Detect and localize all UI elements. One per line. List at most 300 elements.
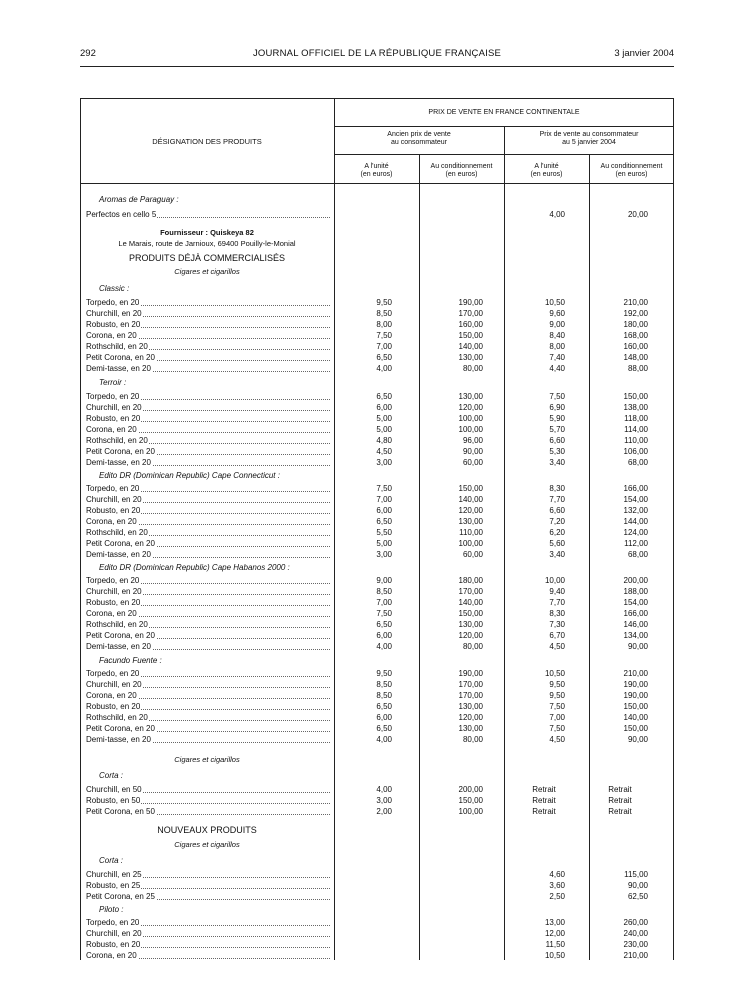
new-pack-header: Au conditionnement (en euros) — [600, 163, 663, 178]
product-name: Petit Corona, en 20 — [86, 724, 155, 733]
product-name: Churchill, en 20 — [86, 680, 142, 689]
new-pack-price: 190,00 — [623, 680, 648, 689]
old-unit-price: 6,00 — [376, 506, 392, 515]
old-pack-price: 170,00 — [458, 691, 483, 700]
table-row — [0, 702, 748, 712]
table-row — [0, 309, 748, 319]
old-pack-price: 190,00 — [458, 669, 483, 678]
old-unit-price: 5,00 — [376, 414, 392, 423]
new-pack-price: Retrait — [608, 785, 632, 794]
product-name: Torpedo, en 20 — [86, 392, 140, 401]
product-name-cell — [86, 425, 330, 435]
table-row — [0, 598, 748, 608]
table-row — [0, 403, 748, 413]
new-pack-price: 134,00 — [623, 631, 648, 640]
old-pack-price: 170,00 — [458, 587, 483, 596]
product-name-cell — [86, 735, 330, 745]
new-pack-price: 190,00 — [623, 691, 648, 700]
new-pack-price: 138,00 — [623, 403, 648, 412]
product-name-cell — [86, 403, 330, 413]
product-name: Robusto, en 20 — [86, 414, 141, 423]
new-pack-price: 210,00 — [623, 298, 648, 307]
new-unit-price: 9,50 — [549, 691, 565, 700]
old-pack-price: 140,00 — [458, 495, 483, 504]
old-pack-price: 80,00 — [462, 735, 483, 744]
new-pack-price: 160,00 — [623, 342, 648, 351]
table-row — [0, 484, 748, 494]
product-name: Robusto, en 20 — [86, 506, 141, 515]
product-name-cell — [86, 495, 330, 505]
product-name: Corona, en 20 — [86, 331, 137, 340]
journal-title: JOURNAL OFFICIEL DE LA RÉPUBLIQUE FRANÇAISE — [252, 48, 502, 59]
old-pack-price: 140,00 — [458, 342, 483, 351]
old-pack-price: 150,00 — [458, 609, 483, 618]
product-name-cell — [86, 796, 330, 806]
new-pack-price: 168,00 — [623, 331, 648, 340]
table-row — [0, 550, 748, 560]
product-name: Robusto, en 20 — [86, 598, 141, 607]
section-heading: NOUVEAUX PRODUITS — [157, 825, 257, 835]
brand-subheading: Corta : — [99, 771, 124, 780]
new-unit-price: 6,20 — [549, 528, 565, 537]
product-name: Petit Corona, en 20 — [86, 447, 155, 456]
new-pack-price: 200,00 — [623, 576, 648, 585]
table-row — [0, 870, 748, 880]
new-unit-price: 10,50 — [544, 951, 565, 960]
section-heading: PRODUITS DÉJÀ COMMERCIALISÉS — [128, 253, 286, 263]
product-name-cell — [86, 631, 330, 641]
table-row — [0, 342, 748, 352]
new-pack-price: 115,00 — [624, 870, 648, 879]
new-pack-price: 150,00 — [623, 724, 648, 733]
table-row — [0, 691, 748, 701]
new-unit-price: 5,70 — [549, 425, 565, 434]
old-pack-price: 180,00 — [458, 576, 483, 585]
new-pack-price: 106,00 — [623, 447, 648, 456]
table-row — [0, 669, 748, 679]
new-unit-price: 7,00 — [549, 713, 565, 722]
new-unit-price: 5,60 — [549, 539, 565, 548]
new-unit-price: 4,50 — [549, 642, 565, 651]
old-unit-price: 6,50 — [376, 392, 392, 401]
product-name: Demi-tasse, en 20 — [86, 550, 151, 559]
new-unit-price: 4,00 — [549, 210, 565, 219]
old-unit-price: 6,50 — [376, 724, 392, 733]
table-row — [0, 796, 748, 806]
old-pack-price: 60,00 — [462, 458, 483, 467]
new-unit-price: 3,60 — [549, 881, 565, 890]
new-unit-price: 4,50 — [549, 735, 565, 744]
product-name-cell — [86, 918, 330, 928]
designation-header: DÉSIGNATION DES PRODUITS — [152, 137, 262, 146]
new-unit-price: 7,20 — [549, 517, 565, 526]
new-unit-price: 12,00 — [544, 929, 565, 938]
product-name: Robusto, en 50 — [86, 796, 141, 805]
old-pack-price: 130,00 — [458, 724, 483, 733]
old-pack-price: 130,00 — [458, 702, 483, 711]
table-row — [0, 364, 748, 374]
new-unit-price: Retrait — [532, 796, 556, 805]
new-unit-price: 7,70 — [549, 598, 565, 607]
table-row — [0, 495, 748, 505]
product-name: Corona, en 20 — [86, 425, 137, 434]
old-unit-price: 7,00 — [376, 495, 392, 504]
new-pack-price: 90,00 — [627, 642, 648, 651]
product-name: Petit Corona, en 50 — [86, 807, 155, 816]
new-pack-price: 148,00 — [623, 353, 648, 362]
old-pack-price: 130,00 — [458, 517, 483, 526]
new-unit-price: 9,50 — [549, 680, 565, 689]
new-pack-price: 154,00 — [623, 495, 648, 504]
product-name-cell — [86, 539, 330, 549]
product-name-cell — [86, 447, 330, 457]
brand-subheading: Aromas de Paraguay : — [99, 195, 179, 204]
brand-subheading: Edito DR (Dominican Republic) Cape Habanos 2000 : — [99, 563, 290, 572]
old-pack-price: 160,00 — [458, 320, 483, 329]
product-name-cell — [86, 598, 330, 608]
product-name-cell — [86, 210, 330, 220]
product-name: Petit Corona, en 25 — [86, 892, 155, 901]
product-name: Torpedo, en 20 — [86, 484, 140, 493]
new-pack-price: 90,00 — [627, 881, 648, 890]
product-name-cell — [86, 484, 330, 494]
old-pack-price: 60,00 — [462, 550, 483, 559]
product-name-cell — [86, 342, 330, 352]
new-unit-price: 7,50 — [549, 702, 565, 711]
product-name-cell — [86, 576, 330, 586]
new-unit-price: Retrait — [532, 807, 556, 816]
table-row — [0, 320, 748, 330]
new-unit-price: 2,50 — [549, 892, 565, 901]
old-unit-header: A l'unité (en euros) — [360, 163, 393, 178]
old-pack-price: 100,00 — [458, 539, 483, 548]
old-unit-price: 7,50 — [376, 484, 392, 493]
new-unit-price: 7,50 — [549, 392, 565, 401]
product-name-cell — [86, 870, 330, 880]
product-name: Robusto, en 20 — [86, 940, 141, 949]
section-heading: Le Marais, route de Jarnioux, 69400 Pouilly-le-Monial — [118, 239, 296, 248]
product-name-cell — [86, 528, 330, 538]
new-pack-price: 68,00 — [627, 550, 648, 559]
old-pack-price: 110,00 — [459, 528, 483, 537]
header-rule — [80, 66, 674, 67]
new-unit-price: 11,50 — [545, 940, 565, 949]
product-name-cell — [86, 785, 330, 795]
product-name: Torpedo, en 20 — [86, 298, 140, 307]
product-name: Churchill, en 20 — [86, 929, 142, 938]
old-pack-price: 96,00 — [462, 436, 483, 445]
new-pack-price: 180,00 — [623, 320, 648, 329]
table-row — [0, 918, 748, 928]
new-pack-price: 166,00 — [623, 609, 648, 618]
product-name: Rothschild, en 20 — [86, 713, 148, 722]
section-heading: Cigares et cigarillos — [174, 755, 240, 764]
product-name: Demi-tasse, en 20 — [86, 735, 151, 744]
old-pack-price: 120,00 — [458, 631, 483, 640]
new-unit-price: 10,00 — [544, 576, 565, 585]
issue-date: 3 janvier 2004 — [614, 48, 674, 59]
product-name: Rothschild, en 20 — [86, 620, 148, 629]
product-name-cell — [86, 298, 330, 308]
new-unit-price: 8,00 — [549, 342, 565, 351]
new-price-header: Prix de vente au consommateur au 5 janvier 2004 — [539, 131, 639, 146]
new-pack-price: 144,00 — [623, 517, 648, 526]
table-row — [0, 414, 748, 424]
product-name: Rothschild, en 20 — [86, 342, 148, 351]
new-unit-price: 6,90 — [549, 403, 565, 412]
old-unit-price: 4,00 — [376, 642, 392, 651]
new-unit-price: 5,90 — [549, 414, 565, 423]
product-name-cell — [86, 892, 330, 902]
old-pack-price: 150,00 — [458, 796, 483, 805]
table-row — [0, 353, 748, 363]
new-unit-price: 10,50 — [544, 669, 565, 678]
product-name-cell — [86, 807, 330, 817]
old-pack-price: 190,00 — [458, 298, 483, 307]
table-row — [0, 620, 748, 630]
new-pack-price: 62,50 — [627, 892, 648, 901]
product-name-cell — [86, 669, 330, 679]
new-pack-price: 192,00 — [623, 309, 648, 318]
product-name: Perfectos en cello 5 — [86, 210, 157, 219]
old-unit-price: 3,00 — [376, 550, 392, 559]
new-unit-price: 7,30 — [549, 620, 565, 629]
old-unit-price: 8,50 — [376, 309, 392, 318]
table-row — [0, 506, 748, 516]
old-unit-price: 8,50 — [376, 691, 392, 700]
new-unit-price: 6,60 — [549, 506, 565, 515]
brand-subheading: Classic : — [99, 284, 130, 293]
old-unit-price: 6,50 — [376, 517, 392, 526]
table-row — [0, 517, 748, 527]
product-name: Demi-tasse, en 20 — [86, 458, 151, 467]
old-pack-price: 80,00 — [462, 642, 483, 651]
table-row — [0, 631, 748, 641]
old-pack-price: 100,00 — [458, 425, 483, 434]
section-heading: Fournisseur : Quiskeya 82 — [160, 228, 254, 237]
old-pack-price: 170,00 — [458, 680, 483, 689]
brand-subheading: Terroir : — [99, 378, 127, 387]
table-row — [0, 735, 748, 745]
header-rule-1 — [334, 126, 674, 127]
old-pack-header: Au conditionnement (en euros) — [430, 163, 493, 178]
new-unit-price: 7,40 — [549, 353, 565, 362]
new-unit-price: 13,00 — [544, 918, 565, 927]
table-row — [0, 642, 748, 652]
table-row — [0, 881, 748, 891]
new-unit-price: 9,60 — [549, 309, 565, 318]
product-name-cell — [86, 320, 330, 330]
old-unit-price: 9,00 — [376, 576, 392, 585]
new-unit-price: 8,40 — [549, 331, 565, 340]
new-pack-price: Retrait — [608, 807, 632, 816]
product-name: Petit Corona, en 20 — [86, 631, 155, 640]
table-row — [0, 609, 748, 619]
table-row — [0, 458, 748, 468]
old-pack-price: 100,00 — [458, 807, 483, 816]
product-name-cell — [86, 587, 330, 597]
old-pack-price: 100,00 — [458, 414, 483, 423]
old-pack-price: 140,00 — [458, 598, 483, 607]
product-name: Churchill, en 50 — [86, 785, 142, 794]
old-unit-price: 4,00 — [376, 364, 392, 373]
page-header — [80, 48, 674, 64]
product-name-cell — [86, 951, 330, 961]
old-unit-price: 7,50 — [376, 331, 392, 340]
header-rule-3 — [80, 183, 674, 184]
old-unit-price: 4,00 — [376, 785, 392, 794]
new-unit-price: 4,40 — [549, 364, 565, 373]
table-row — [0, 425, 748, 435]
product-name-cell — [86, 550, 330, 560]
product-name: Churchill, en 20 — [86, 495, 142, 504]
new-pack-price: 166,00 — [623, 484, 648, 493]
new-pack-price: 260,00 — [623, 918, 648, 927]
section-heading: Cigares et cigarillos — [174, 267, 240, 276]
table-row — [0, 892, 748, 902]
table-row — [0, 436, 748, 446]
section-heading: Cigares et cigarillos — [174, 840, 240, 849]
table-row — [0, 576, 748, 586]
old-unit-price: 5,00 — [376, 539, 392, 548]
new-unit-price: 10,50 — [544, 298, 565, 307]
product-name-cell — [86, 392, 330, 402]
old-pack-price: 120,00 — [458, 403, 483, 412]
product-name-cell — [86, 309, 330, 319]
table-row — [0, 807, 748, 817]
new-pack-price: 140,00 — [623, 713, 648, 722]
product-name: Petit Corona, en 20 — [86, 353, 155, 362]
new-pack-price: 90,00 — [627, 735, 648, 744]
table-row — [0, 785, 748, 795]
old-pack-price: 170,00 — [458, 309, 483, 318]
old-pack-price: 80,00 — [462, 364, 483, 373]
product-name-cell — [86, 364, 330, 374]
new-unit-price: 8,30 — [549, 484, 565, 493]
old-unit-price: 8,50 — [376, 587, 392, 596]
new-pack-price: 114,00 — [624, 425, 648, 434]
brand-subheading: Piloto : — [99, 905, 124, 914]
product-name-cell — [86, 713, 330, 723]
table-row — [0, 951, 748, 961]
product-name-cell — [86, 609, 330, 619]
product-name-cell — [86, 642, 330, 652]
new-pack-price: 110,00 — [624, 436, 648, 445]
new-unit-price: 7,50 — [549, 724, 565, 733]
table-row — [0, 210, 748, 220]
new-pack-price: 154,00 — [623, 598, 648, 607]
old-unit-price: 3,00 — [376, 458, 392, 467]
product-name: Rothschild, en 20 — [86, 528, 148, 537]
product-name: Rothschild, en 20 — [86, 436, 148, 445]
new-pack-price: 112,00 — [624, 539, 648, 548]
table-row — [0, 587, 748, 597]
new-unit-price: 9,00 — [549, 320, 565, 329]
new-pack-price: 230,00 — [623, 940, 648, 949]
table-row — [0, 298, 748, 308]
old-unit-price: 7,00 — [376, 598, 392, 607]
new-pack-price: 20,00 — [627, 210, 648, 219]
product-name: Robusto, en 20 — [86, 320, 141, 329]
product-name: Demi-tasse, en 20 — [86, 642, 151, 651]
old-pack-price: 200,00 — [458, 785, 483, 794]
old-unit-price: 4,80 — [376, 436, 392, 445]
product-name-cell — [86, 881, 330, 891]
old-unit-price: 4,50 — [376, 447, 392, 456]
product-name: Petit Corona, en 20 — [86, 539, 155, 548]
new-unit-header: A l'unité (en euros) — [530, 163, 563, 178]
product-name: Corona, en 20 — [86, 691, 137, 700]
product-name: Corona, en 20 — [86, 951, 137, 960]
product-name: Torpedo, en 20 — [86, 576, 140, 585]
old-unit-price: 2,00 — [376, 807, 392, 816]
new-pack-price: 150,00 — [623, 392, 648, 401]
table-row — [0, 940, 748, 950]
table-row — [0, 713, 748, 723]
old-pack-price: 90,00 — [462, 447, 483, 456]
table-row — [0, 539, 748, 549]
brand-subheading: Facundo Fuente : — [99, 656, 162, 665]
new-unit-price: 3,40 — [549, 458, 565, 467]
new-pack-price: 132,00 — [623, 506, 648, 515]
new-unit-price: 4,60 — [549, 870, 565, 879]
old-unit-price: 7,50 — [376, 609, 392, 618]
old-unit-price: 6,00 — [376, 713, 392, 722]
old-pack-price: 150,00 — [458, 484, 483, 493]
product-name-cell — [86, 691, 330, 701]
new-unit-price: 7,70 — [549, 495, 565, 504]
old-unit-price: 4,00 — [376, 735, 392, 744]
product-name: Robusto, en 20 — [86, 702, 141, 711]
new-unit-price: Retrait — [532, 785, 556, 794]
new-unit-price: 3,40 — [549, 550, 565, 559]
product-name: Robusto, en 25 — [86, 881, 141, 890]
product-name-cell — [86, 506, 330, 516]
old-unit-price: 6,50 — [376, 620, 392, 629]
product-name-cell — [86, 436, 330, 446]
old-price-header: Ancien prix de vente au consommateur — [387, 131, 451, 146]
old-pack-price: 120,00 — [458, 713, 483, 722]
product-name-cell — [86, 702, 330, 712]
old-unit-price: 9,50 — [376, 298, 392, 307]
product-name-cell — [86, 517, 330, 527]
product-name-cell — [86, 680, 330, 690]
new-pack-price: 146,00 — [623, 620, 648, 629]
price-group-header: PRIX DE VENTE EN FRANCE CONTINENTALE — [428, 109, 580, 116]
old-unit-price: 7,00 — [376, 342, 392, 351]
old-unit-price: 9,50 — [376, 669, 392, 678]
product-name: Corona, en 20 — [86, 609, 137, 618]
new-pack-price: 150,00 — [623, 702, 648, 711]
new-pack-price: 68,00 — [627, 458, 648, 467]
new-pack-price: 118,00 — [624, 414, 648, 423]
product-name: Torpedo, en 20 — [86, 669, 140, 678]
new-pack-price: 188,00 — [623, 587, 648, 596]
old-pack-price: 130,00 — [458, 353, 483, 362]
old-unit-price: 5,50 — [376, 528, 392, 537]
product-name: Churchill, en 20 — [86, 403, 142, 412]
new-pack-price: 210,00 — [623, 951, 648, 960]
old-unit-price: 6,50 — [376, 353, 392, 362]
table-row — [0, 680, 748, 690]
table-row — [0, 392, 748, 402]
new-pack-price: Retrait — [608, 796, 632, 805]
product-name: Torpedo, en 20 — [86, 918, 140, 927]
old-unit-price: 8,00 — [376, 320, 392, 329]
brand-subheading: Edito DR (Dominican Republic) Cape Connecticut : — [99, 471, 280, 480]
new-pack-price: 210,00 — [623, 669, 648, 678]
new-pack-price: 240,00 — [623, 929, 648, 938]
